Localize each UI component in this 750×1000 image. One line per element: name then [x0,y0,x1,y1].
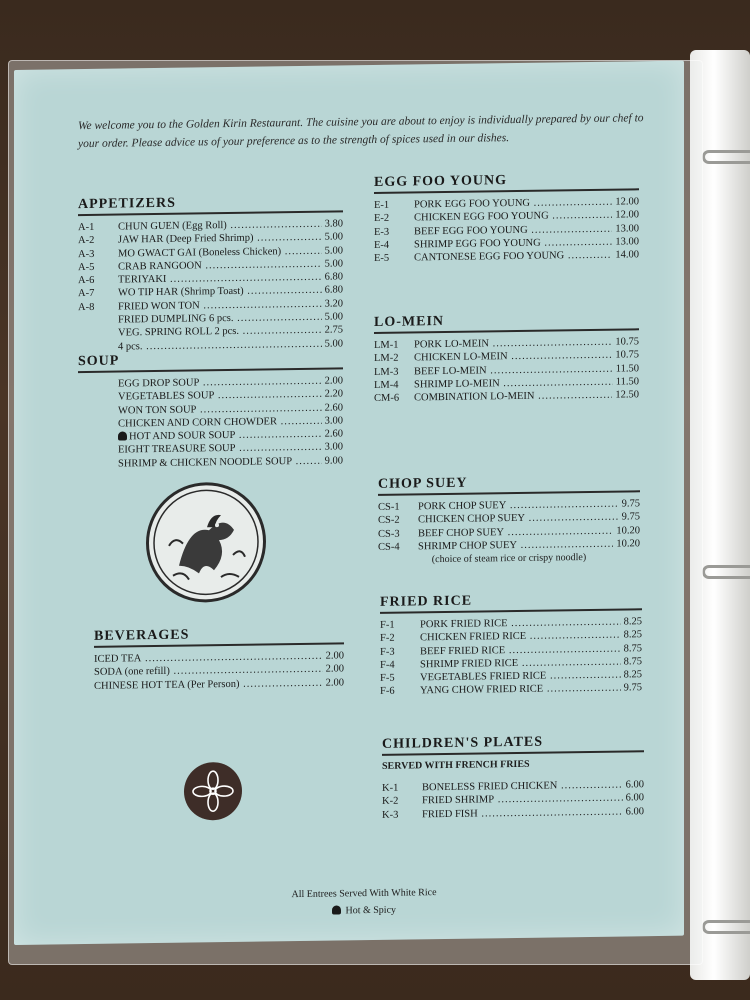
menu-item-price: 5.00 [324,311,343,323]
beverages-title: BEVERAGES [94,625,344,647]
menu-item-code: F-2 [380,632,395,645]
menu-item-price: 9.75 [623,682,642,694]
menu-item-name: BEEF CHOP SUEY ..... [418,524,613,540]
menu-item-code: CS-2 [378,514,400,527]
menu-item-price: 2.00 [325,663,344,675]
menu-item-price: 10.20 [616,524,640,537]
menu-item-price: 8.25 [623,669,642,681]
chop-suey-title: CHOP SUEY [378,473,640,496]
menu-item-name: SHRIMP FRIED RICE ..... [420,655,621,671]
beverages-section [94,625,344,692]
menu-item-code: CS-1 [378,501,400,513]
menu-item-name: TERIYAKI ..... [118,271,322,287]
menu-item-name: CHICKEN AND CORN CHOWDER ..... [118,415,322,431]
menu-item [380,682,642,699]
menu-item [382,805,644,822]
menu-item-code: F-5 [380,672,395,685]
menu-item-price: 2.20 [324,388,343,400]
menu-item-code: CS-3 [378,528,400,540]
menu-item-name: SHRIMP & CHICKEN NOODLE SOUP ..... [118,454,322,470]
menu-item-code: E-3 [374,226,390,238]
menu-item-name: HOT AND SOUR SOUP ..... [118,428,322,444]
menu-item-price: 6.00 [625,779,644,791]
menu-item-code: F-1 [380,619,395,631]
menu-item-price: 11.50 [615,362,639,375]
binder-ring-bottom [702,920,750,934]
menu-item-name: SHRIMP LO-MEIN ..... [414,376,613,392]
menu-footer [264,884,464,921]
menu-item-code: A-5 [78,261,95,273]
menu-item-name: 4 pcs. ..... [118,337,322,353]
hot-spicy-icon [332,905,341,914]
menu-item-price: 8.25 [623,629,642,641]
menu-item-code: LM-4 [374,379,399,391]
menu-item-code: CS-4 [378,541,400,553]
menu-item-name: FRIED SHRIMP ..... [422,792,623,808]
menu-item-name: ICED TEA ..... [94,650,323,666]
egg-foo-young-list [374,195,639,265]
footer-rice-note: All Entrees Served With White Rice [291,887,437,901]
menu-item-name: COMBINATION LO-MEIN ..... [414,389,612,405]
menu-item-price: 6.00 [625,805,644,818]
menu-item-price: 8.75 [623,642,642,655]
menu-item-code: F-4 [380,659,395,671]
menu-item-price: 3.00 [324,441,343,454]
menu-item [94,676,344,693]
soup-list [78,374,343,471]
menu-item-price: 13.00 [615,236,639,248]
menu-item-name: CHUN GUEN (Egg Roll) ..... [118,218,322,234]
menu-item-price: 10.75 [615,336,639,348]
menu-item-price: 8.25 [623,616,642,628]
menu-item-name: YANG CHOW FRIED RICE ..... [420,682,621,698]
menu-item-name: CHICKEN LO-MEIN ..... [414,349,612,365]
appetizers-list [78,217,343,354]
menu-item-name: BEEF LO-MEIN ..... [414,362,613,378]
menu-item-name: PORK FRIED RICE ..... [420,616,621,632]
menu-item-name: SHRIMP EGG FOO YOUNG ..... [414,236,612,252]
menu-item [374,248,639,265]
menu-item-name: SHRIMP CHOP SUEY ..... [418,538,613,554]
menu-item-name: CHICKEN FRIED RICE ..... [420,629,621,645]
menu-item-code: A-1 [78,221,95,234]
menu-item-price: 3.20 [324,298,343,310]
menu-item-name: WO TIP HAR (Shrimp Toast) ..... [118,284,322,300]
menu-item-price: 8.75 [623,656,642,668]
menu-item-price: 9.75 [621,511,640,523]
fried-rice-list [380,615,642,698]
menu-item-price: 3.00 [324,415,343,427]
menu-item-code: F-3 [380,646,395,658]
childrens-plates-section [382,733,644,822]
chop-suey-list [378,497,640,554]
binder-ring-top [702,150,750,164]
intro-text: We welcome you to the Golden Kirin Restaurant. The cuisine you are about to enjoy is individually prepared by our chef to your order. Please advice us of your preference as to the strength of spices used in our dishes. [78,112,644,151]
soup-title: SOUP [78,350,343,373]
menu-item-price: 12.00 [615,196,639,208]
menu-item-code: K-3 [382,809,399,821]
menu-item-name: CHINESE HOT TEA (Per Person) ..... [94,676,323,692]
menu-item-price: 5.00 [324,244,343,257]
menu-item-name: PORK EGG FOO YOUNG ..... [414,196,612,212]
menu-item-price: 6.00 [625,792,644,804]
menu-item-name: CHICKEN EGG FOO YOUNG ..... [414,209,612,225]
menu-item-price: 14.00 [615,249,639,261]
menu-item-code [78,327,118,341]
menu-item-price: 5.00 [324,231,343,243]
menu-item-code: F-6 [380,686,395,698]
hot-spicy-icon [118,432,127,441]
menu-item-price: 5.00 [324,258,343,270]
menu-item-price: 2.00 [324,375,343,387]
menu-item-price: 10.75 [615,349,639,361]
menu-item-name: VEG. SPRING ROLL 2 pcs. ..... [118,324,322,340]
kirin-emblem-icon [146,481,266,603]
menu-item-name: JAW HAR (Deep Fried Shrimp) ..... [118,231,322,247]
menu-item-name: PORK LO-MEIN ..... [414,336,612,352]
menu-item-name: FRIED FISH ..... [422,805,623,821]
menu-item-name: WON TON SOUP ..... [118,401,322,417]
menu-item-code: A-8 [78,301,95,313]
menu-item-code: E-1 [374,199,390,211]
menu-item-code [78,340,118,354]
menu-item-price: 2.00 [325,650,344,662]
menu-item-code [78,314,118,328]
lo-mein-section [374,311,639,405]
menu-item-code: LM-3 [374,366,399,378]
menu-item-name: SODA (one refill) ..... [94,663,323,679]
fried-rice-title: FRIED RICE [380,591,642,614]
menu-item-price: 10.20 [616,538,640,550]
appetizers-section [78,193,343,354]
menu-item-price: 2.00 [325,676,344,689]
beverages-list [94,649,344,692]
menu-item-code: K-1 [382,782,399,794]
menu-item-name: CANTONESE EGG FOO YOUNG ..... [414,249,612,265]
menu-item-name: VEGETABLES SOUP ..... [118,388,322,404]
childrens-plates-served: SERVED WITH FRENCH FRIES [382,758,530,772]
menu-item-name: EIGHT TREASURE SOUP ..... [118,441,322,457]
menu-item-name: BEEF FRIED RICE ..... [420,642,621,658]
childrens-plates-title: CHILDREN'S PLATES [382,733,644,756]
menu-item-code: E-5 [374,252,390,265]
flower-emblem-icon [184,762,242,821]
menu-item-name: FRIED WON TON ..... [118,297,322,313]
appetizers-title: APPETIZERS [78,193,343,216]
childrens-plates-list [382,778,644,822]
chop-suey-note: (choice of steam rice or crispy noodle) [431,552,587,566]
menu-item-name: EGG DROP SOUP ..... [118,375,322,391]
menu-item-code: CM-6 [374,392,400,405]
menu-item-code: E-2 [374,213,390,225]
menu-item-name: CRAB RANGOON ..... [118,258,322,274]
menu-item-name: MO GWACT GAI (Boneless Chicken) ..... [118,244,322,260]
menu-item-price: 3.80 [324,218,343,230]
soup-section [78,350,343,471]
menu-item [78,454,343,471]
menu-page [14,61,684,945]
menu-item-name: CHICKEN CHOP SUEY ..... [418,511,619,527]
menu-item-code: A-6 [78,275,95,287]
menu-item-code: A-3 [78,248,95,260]
menu-item-name: VEGETABLES FRIED RICE ..... [420,669,621,685]
menu-item-price: 6.80 [324,284,343,297]
menu-item-code: E-4 [374,239,390,251]
chop-suey-section [378,473,640,568]
menu-item-name: BEEF EGG FOO YOUNG ..... [414,222,612,238]
menu-item-name: PORK CHOP SUEY ..... [418,498,619,514]
lo-mein-title: LO-MEIN [374,311,639,334]
fried-rice-section [380,591,642,698]
menu-item-price: 12.50 [615,389,639,401]
menu-item-price: 12.00 [615,209,639,221]
menu-item-price: 11.50 [615,376,639,388]
menu-item-price: 5.00 [324,338,343,350]
menu-item-price: 2.75 [324,324,343,337]
footer-hot-legend [264,901,464,921]
binder-ring-middle [702,565,750,579]
menu-item-price: 13.00 [615,222,639,235]
menu-item-code: A-7 [78,288,95,300]
footer-hot-label: Hot & Spicy [345,904,397,917]
menu-item-name: FRIED DUMPLING 6 pcs. ..... [118,311,322,327]
lo-mein-list [374,335,639,405]
egg-foo-young-title: EGG FOO YOUNG [374,171,639,194]
menu-item-price: 9.00 [324,455,343,467]
menu-item-price: 2.60 [324,401,343,414]
menu-item-price: 2.60 [324,428,343,440]
menu-item-name: BONELESS FRIED CHICKEN ..... [422,779,623,795]
menu-item-price: 9.75 [621,498,640,510]
menu-item-code: K-2 [382,795,399,808]
menu-item [374,388,639,405]
menu-item-price: 6.80 [324,271,343,283]
menu-item-code: LM-1 [374,339,399,351]
egg-foo-young-section [374,171,639,265]
menu-item-code: LM-2 [374,352,399,365]
menu-item-code: A-2 [78,235,95,247]
